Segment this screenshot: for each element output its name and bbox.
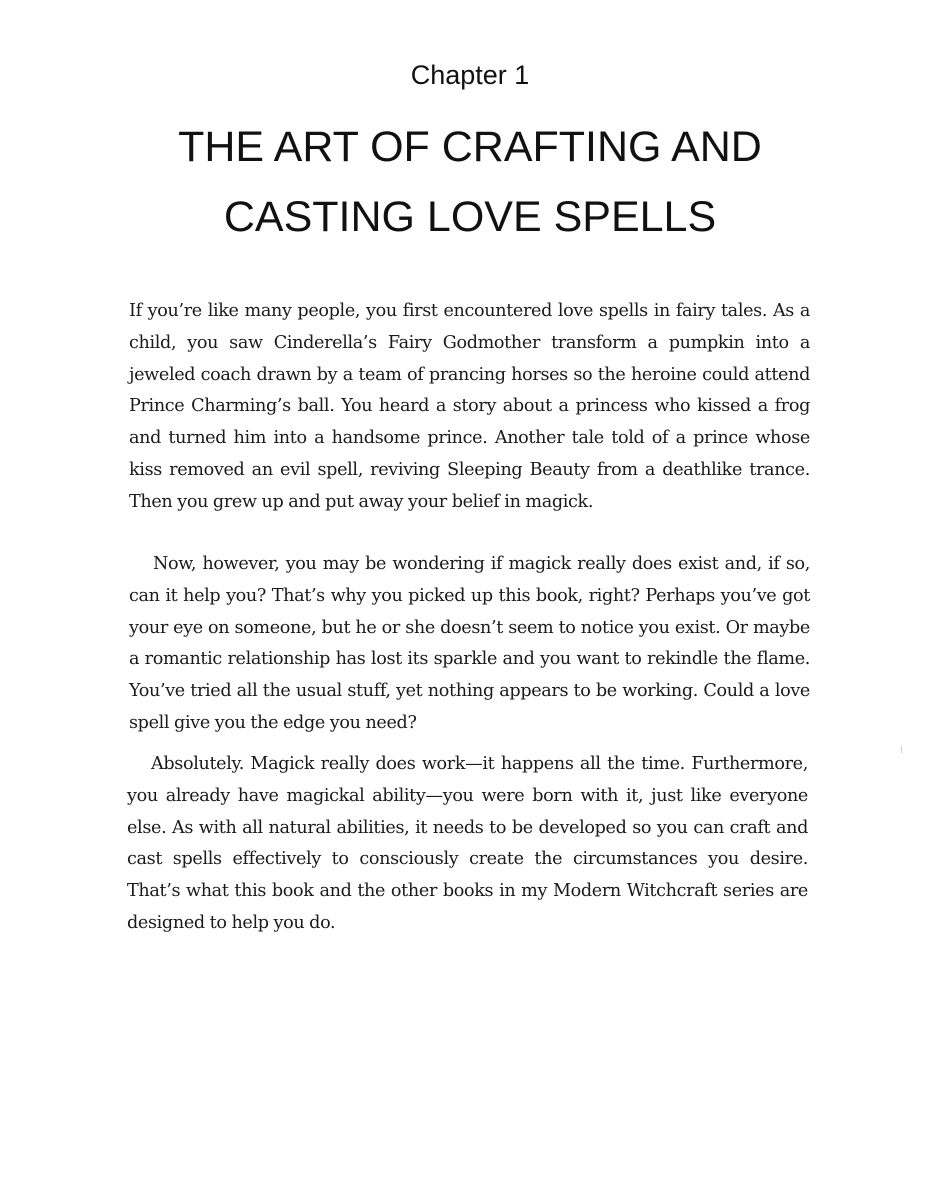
body-paragraph-1: If you’re like many people, you first encountered love spells in fairy tales. As a child, you saw Cinderella’s Fairy Godmother transform a pumpkin into a jeweled coach drawn by a team of prancing horses so the heroine could attend Prince Charming’s ball. You heard a story about a princess who kissed a frog and turned him into a handsome prince. Another tale told of a prince whose kiss removed an evil spell, reviving Sleeping Beauty from a deathlike trance. Then you grew up and put away your belief in magick.: [129, 301, 810, 512]
margin-mark: [901, 746, 902, 753]
body-paragraph-2: Now, however, you may be wondering if magick really does exist and, if so, can it help you? That’s why you picked up this book, right? Perhaps you’ve got your eye on someone, but he or she doesn’t seem to notice you exist. Or maybe a romantic relationship has lost its sparkle and you want to rekindle the flame. You’ve tried all the usual stuff, yet nothing appears to be working. Could a love spell give you the edge you need?: [129, 554, 810, 733]
body-paragraph-3: Absolutely. Magick really does work—it happens all the time. Furthermore, you already have magickal ability—you were born with it, just like everyone else. As with all natural abilities, it needs to be developed so you can craft and cast spells effectively to consciously create the circumstances you desire. That’s what this book and the other books in my Modern Witchcraft series are designed to help you do.: [127, 754, 808, 933]
chapter-title: THE ART OF CRAFTING AND CASTING LOVE SPELLS: [178, 123, 762, 241]
chapter-label: Chapter 1: [410, 60, 530, 90]
